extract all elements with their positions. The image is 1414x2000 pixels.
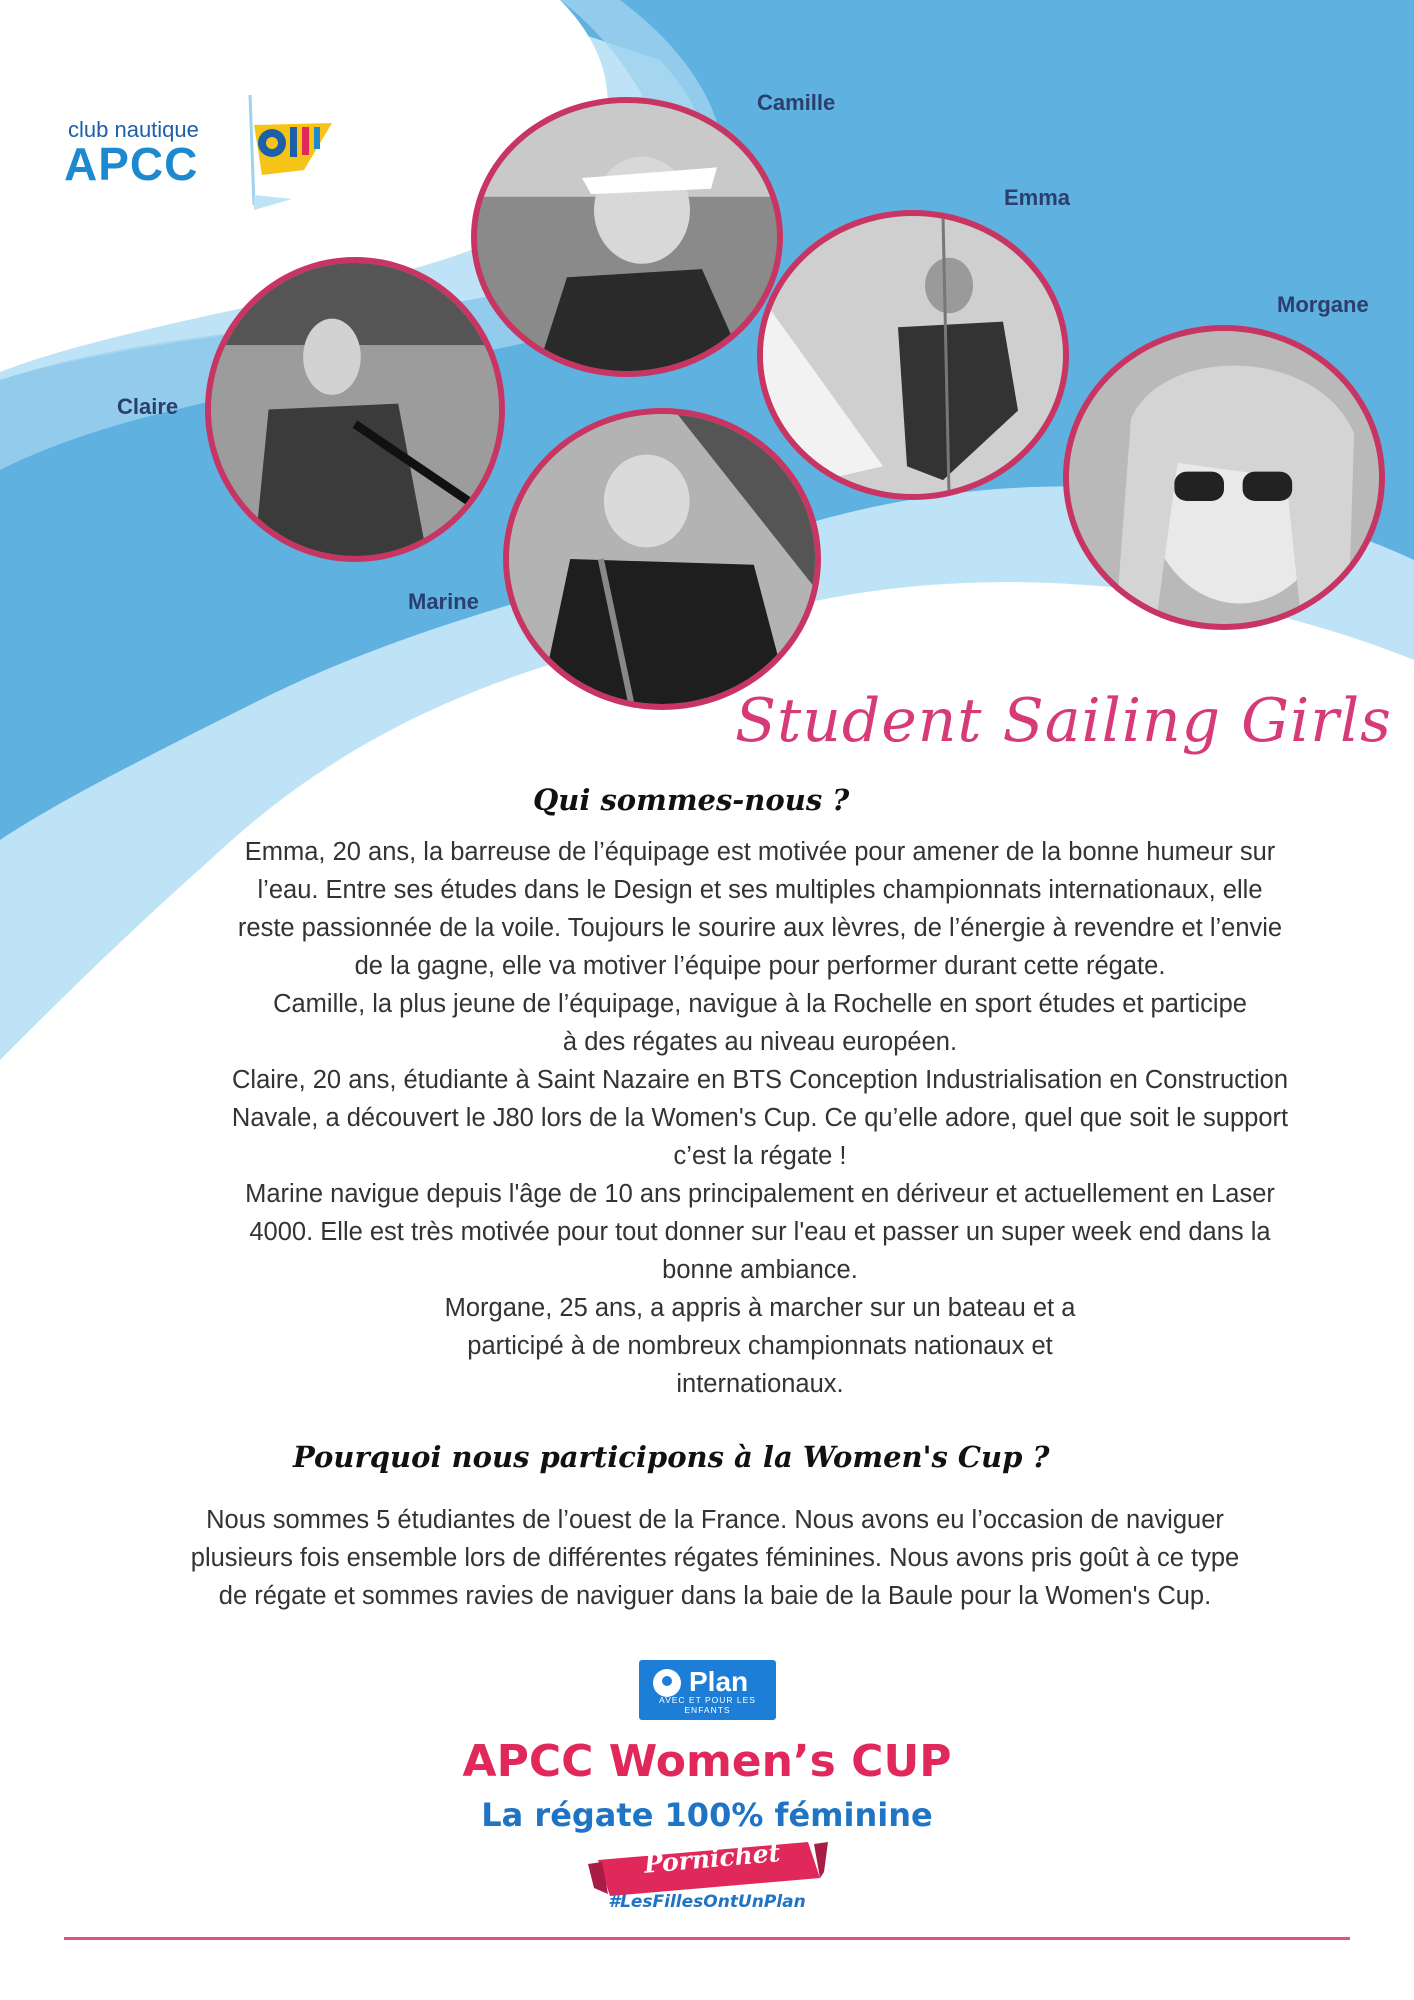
section2-body bbox=[180, 1501, 1250, 1615]
logo-line1: club nautique bbox=[68, 117, 199, 142]
footer-divider bbox=[64, 1937, 1350, 1940]
name-claire: Claire bbox=[117, 394, 179, 419]
club-logo bbox=[62, 95, 352, 215]
name-camille: Camille bbox=[757, 90, 836, 115]
section2-heading: Pourquoi nous participons à la Women's Cup ? bbox=[293, 1440, 1050, 1474]
name-emma: Emma bbox=[1004, 185, 1071, 210]
sail-icon bbox=[232, 95, 342, 215]
name-marine: Marine bbox=[408, 589, 479, 614]
photo-emma bbox=[757, 210, 1069, 500]
name-morgane: Morgane bbox=[1277, 292, 1369, 317]
logo-line2: APCC bbox=[64, 138, 199, 190]
event-subtitle: La régate 100% féminine bbox=[481, 1796, 933, 1834]
event-location: Pornichet bbox=[642, 1838, 782, 1879]
paragraph-camille: Camille, la plus jeune de l’équipage, navigue à la Rochelle en sport études et participe à des régates au niveau européen. bbox=[273, 990, 1247, 1056]
photo-camille bbox=[471, 97, 783, 377]
section1-heading: Qui sommes-nous ? bbox=[533, 783, 850, 817]
event-hashtag: #LesFillesOntUnPlan bbox=[608, 1892, 806, 1912]
paragraph-claire: Claire, 20 ans, étudiante à Saint Nazaire en BTS Conception Industrialisation en Construction Navale, a découvert le J80 lors de la Women's Cup. Ce qu’elle adore, quel que soit le support c’est la régate ! bbox=[231, 1066, 1289, 1170]
paragraph-why: Nous sommes 5 étudiantes de l’ouest de la France. Nous avons eu l’occasion de naviguer plusieurs fois ensemble lors de différentes régates féminines. Nous avons pris goût à ce type de régate et sommes ravies de naviguer dans la baie de la Baule pour la Women's Cup. bbox=[190, 1506, 1240, 1610]
paragraph-emma: Emma, 20 ans, la barreuse de l’équipage est motivée pour amener de la bonne humeur sur l’eau. Entre ses études dans le Design et ses multiples championnats internationaux, elle reste passionnée de la voile. Toujours le sourire aux lèvres, de l’énergie à revendre et l’envie de la gagne, elle va motiver l’équipe pour performer durant cette régate. bbox=[237, 838, 1283, 980]
plan-icon bbox=[653, 1669, 681, 1697]
photo-marine bbox=[503, 408, 821, 710]
event-title: APCC Women’s CUP bbox=[462, 1736, 952, 1787]
photo-morgane bbox=[1063, 325, 1385, 630]
paragraph-morgane: Morgane, 25 ans, a appris à marcher sur un bateau et a participé à de nombreux championnats nationaux et internationaux. bbox=[444, 1294, 1076, 1398]
plan-tagline: AVEC ET POUR LES ENFANTS bbox=[659, 1695, 756, 1715]
section1-body bbox=[225, 833, 1295, 1403]
page-title: Student Sailing Girls bbox=[735, 686, 1392, 756]
photo-claire bbox=[205, 257, 505, 562]
plan-name: Plan bbox=[689, 1666, 749, 1697]
paragraph-marine: Marine navigue depuis l'âge de 10 ans principalement en dériveur et actuellement en Laser 4000. Elle est très motivée pour tout donner sur l'eau et passer un super week end dans la bonne ambiance. bbox=[245, 1180, 1275, 1284]
plan-logo bbox=[639, 1660, 776, 1720]
